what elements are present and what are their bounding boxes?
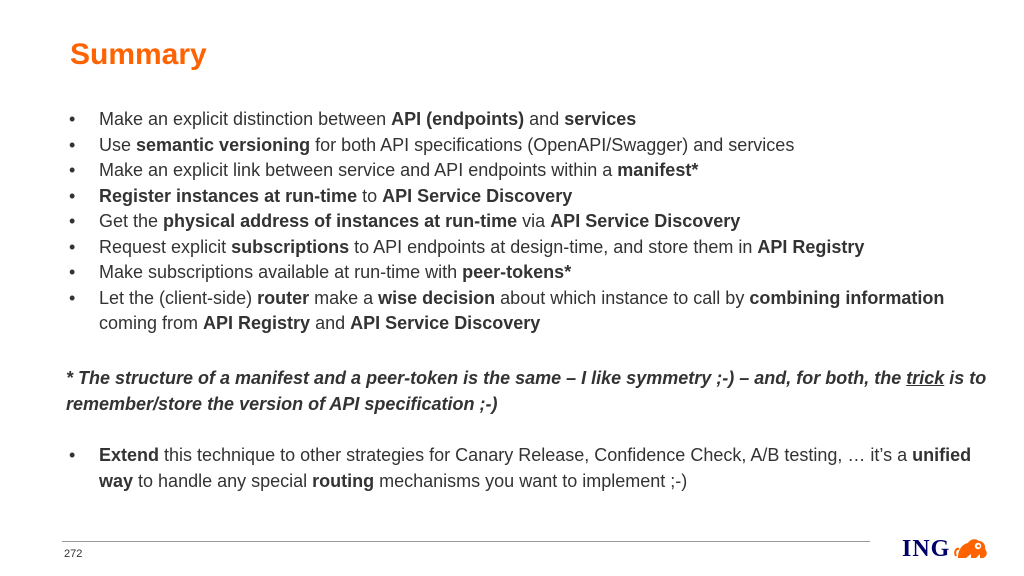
bold-text: routing bbox=[312, 470, 375, 491]
text-run: Get the bbox=[99, 211, 164, 231]
ing-logo bbox=[902, 534, 990, 564]
bold-text: unified way bbox=[99, 445, 972, 491]
text-run: and bbox=[310, 313, 351, 333]
bullet-item bbox=[66, 443, 996, 494]
bold-text: API Service Discovery bbox=[382, 185, 573, 206]
bold-text: combining information bbox=[749, 287, 945, 308]
bold-text: physical address of instances at run-time bbox=[163, 211, 518, 231]
bullet-list-extend bbox=[66, 443, 996, 494]
text-run: make a bbox=[309, 287, 379, 308]
page-number: 272 bbox=[64, 548, 83, 560]
text-run: about which instance to call by bbox=[495, 287, 750, 308]
bold-text: peer-tokens* bbox=[462, 262, 572, 282]
bullet-item bbox=[66, 133, 996, 159]
bold-text: subscriptions bbox=[231, 236, 350, 257]
bullet-item bbox=[66, 107, 996, 133]
text-run: Request explicit bbox=[99, 236, 232, 257]
bold-text: API Service Discovery bbox=[550, 211, 741, 231]
bullet-list bbox=[66, 107, 996, 337]
text-run: * The structure of a manifest and a peer-token is the same – I like symmetry ;-) – and, for both, the bbox=[66, 368, 907, 388]
text-run: coming from bbox=[99, 313, 204, 333]
bold-text: wise decision bbox=[378, 287, 496, 308]
text-run: this technique to other strategies for Canary Release, Confidence Check, A/B testing, … it’s a bbox=[159, 445, 913, 465]
underlined-text: trick bbox=[906, 368, 945, 388]
text-run: and bbox=[524, 109, 565, 129]
text-run: Use bbox=[99, 134, 137, 155]
bullet-item bbox=[66, 235, 996, 261]
text-run: to handle any special bbox=[133, 470, 313, 491]
bold-text: services bbox=[564, 109, 637, 129]
bullet-item bbox=[66, 158, 996, 184]
text-run: is to remember/store the version of API specification ;-) bbox=[66, 368, 987, 414]
bold-text: manifest* bbox=[617, 160, 699, 180]
footnote bbox=[66, 366, 996, 417]
bullet-item bbox=[66, 260, 996, 286]
lion-icon bbox=[954, 536, 990, 562]
text-run: to bbox=[357, 185, 383, 206]
bullet-item bbox=[66, 286, 996, 337]
slide-title: Summary bbox=[70, 38, 207, 71]
text-run: Make subscriptions available at run-time with bbox=[99, 262, 463, 282]
bullet-item bbox=[66, 209, 996, 235]
bold-text: semantic versioning bbox=[136, 134, 311, 155]
text-run: to API endpoints at design-time, and store them in bbox=[349, 236, 758, 257]
bold-text: API Registry bbox=[757, 236, 865, 257]
text-run: Make an explicit link between service and API endpoints within a bbox=[99, 160, 618, 180]
text-run: Let the (client-side) bbox=[99, 287, 258, 308]
bold-text: Register instances at run-time bbox=[99, 185, 358, 206]
bold-text: API Service Discovery bbox=[350, 313, 541, 333]
bold-text: API Registry bbox=[203, 313, 311, 333]
text-run: mechanisms you want to implement ;-) bbox=[374, 470, 688, 491]
text-run: via bbox=[517, 211, 551, 231]
ing-logo-text: ING bbox=[902, 535, 951, 562]
bold-text: router bbox=[257, 287, 310, 308]
text-run: Make an explicit distinction between bbox=[99, 109, 392, 129]
bullet-item bbox=[66, 184, 996, 210]
bold-text: API (endpoints) bbox=[391, 109, 525, 129]
bold-text: Extend bbox=[99, 445, 160, 465]
text-run: for both API specifications (OpenAPI/Swagger) and services bbox=[310, 134, 795, 155]
footer-divider bbox=[62, 541, 870, 542]
